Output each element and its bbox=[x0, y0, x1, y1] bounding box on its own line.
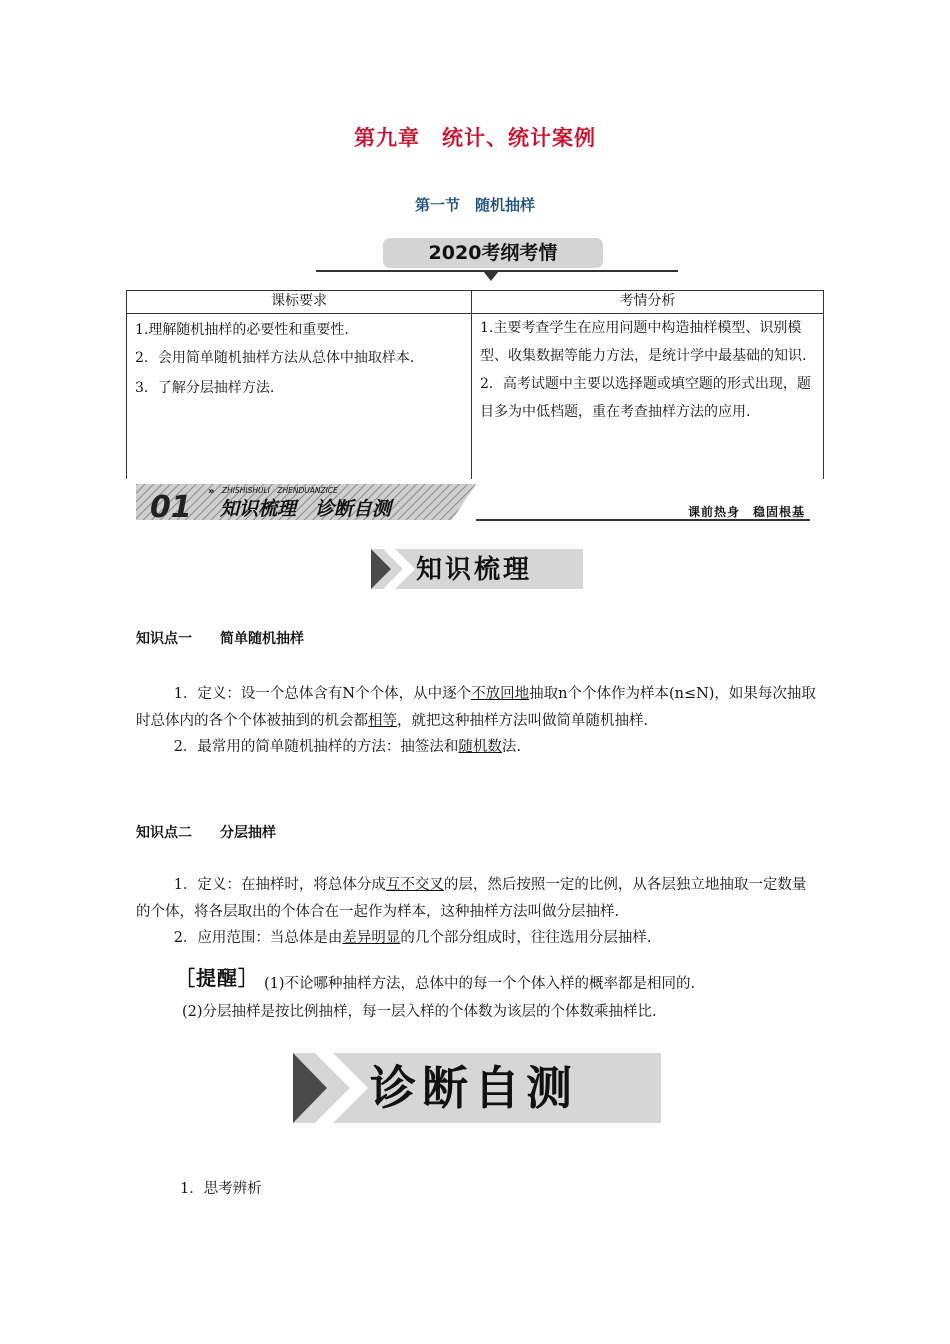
underlined-term: 相等 bbox=[368, 712, 397, 729]
band-number: 01 bbox=[150, 490, 192, 520]
knowledge-banner-title: 知识梳理 bbox=[416, 555, 533, 585]
text: 1．定义：设一个总体含有N个个体，从中逐个 bbox=[173, 686, 472, 702]
knowledge-point-2-title: 知识点二 分层抽样 bbox=[136, 825, 276, 841]
underlined-term: 随机数 bbox=[458, 739, 502, 755]
knowledge-section-band bbox=[136, 484, 476, 520]
band-pinyin: ZHISHISHULI ZHENDUANZICE bbox=[222, 486, 338, 495]
text: ，就把这种抽样方法叫做简单随机抽样. bbox=[397, 712, 649, 729]
underlined-term: 差异明显 bbox=[342, 930, 401, 946]
band-title: 知识梳理 诊断自测 bbox=[220, 498, 392, 520]
requirements-table bbox=[126, 290, 824, 479]
text: 2．最常用的简单随机抽样的方法：抽签法和 bbox=[173, 739, 459, 755]
section-title: 第一节 随机抽样 bbox=[414, 196, 535, 214]
self-test-banner-title: 诊断自测 bbox=[370, 1061, 578, 1115]
knowledge-point-2-body bbox=[136, 872, 816, 952]
tip-badge: ［提醒］ bbox=[175, 966, 259, 990]
analysis-item: 1.主要考查学生在应用问题中构造抽样模型、识别模型、收集数据等能力方法，是统计学中最基础的知识. bbox=[480, 320, 807, 364]
text: 的几个部分组成时，往往选用分层抽样. bbox=[400, 930, 652, 946]
text: 法. bbox=[501, 739, 522, 755]
question-heading: 1．思考辨析 bbox=[180, 1181, 262, 1197]
band-rule bbox=[476, 519, 810, 521]
text: 2．应用范围：当总体是由 bbox=[173, 930, 343, 946]
paragraph bbox=[136, 872, 816, 925]
underlined-term: 不放回地 bbox=[471, 686, 530, 702]
exam-outline-banner: 2020考纲考情 bbox=[383, 238, 603, 268]
paragraph bbox=[136, 925, 816, 952]
tip-line-1: (1)不论哪种抽样方法，总体中的每一个个体入样的概率都是相同的. bbox=[264, 976, 696, 992]
paragraph bbox=[136, 734, 816, 761]
down-triangle-icon bbox=[483, 271, 499, 281]
requirement-item: 3．了解分层抽样方法. bbox=[135, 380, 275, 396]
chapter-title: 第九章 统计、统计案例 bbox=[354, 125, 596, 150]
text: 抽取n个个体作为样本(n≤N)，如果每次抽取时总体内的各个个体被抽到的机会都 bbox=[136, 686, 816, 729]
paragraph bbox=[136, 681, 816, 734]
text: 的层，然后按照一定的比例，从各层独立地抽取一定数量的个体，将各层取出的个体合在一起作为样本，这种抽样方法叫做分层抽样. bbox=[136, 877, 807, 920]
knowledge-point-1-body bbox=[136, 681, 816, 761]
table-header-requirements: 课标要求 bbox=[127, 291, 472, 314]
analysis-item: 2．高考试题中主要以选择题或填空题的形式出现，题目多为中低档题，重在考查抽样方法的应用. bbox=[480, 376, 811, 420]
table-header-analysis: 考情分析 bbox=[472, 291, 824, 314]
underlined-term: 互不交叉 bbox=[385, 877, 444, 893]
requirement-item: 2．会用简单随机抽样方法从总体中抽取样本. bbox=[135, 350, 415, 366]
requirements-cell bbox=[127, 314, 472, 480]
text: 1．定义：在抽样时，将总体分成 bbox=[173, 877, 386, 893]
analysis-cell bbox=[472, 314, 824, 480]
band-chevron-icon: » bbox=[208, 486, 215, 497]
tip-line-2: (2)分层抽样是按比例抽样，每一层入样的个体数为该层的个体数乘抽样比. bbox=[182, 1004, 657, 1020]
requirement-item: 1.理解随机抽样的必要性和重要性. bbox=[135, 322, 349, 338]
band-right-text: 课前热身 稳固根基 bbox=[688, 505, 806, 519]
knowledge-point-1-title: 知识点一 简单随机抽样 bbox=[136, 631, 304, 647]
